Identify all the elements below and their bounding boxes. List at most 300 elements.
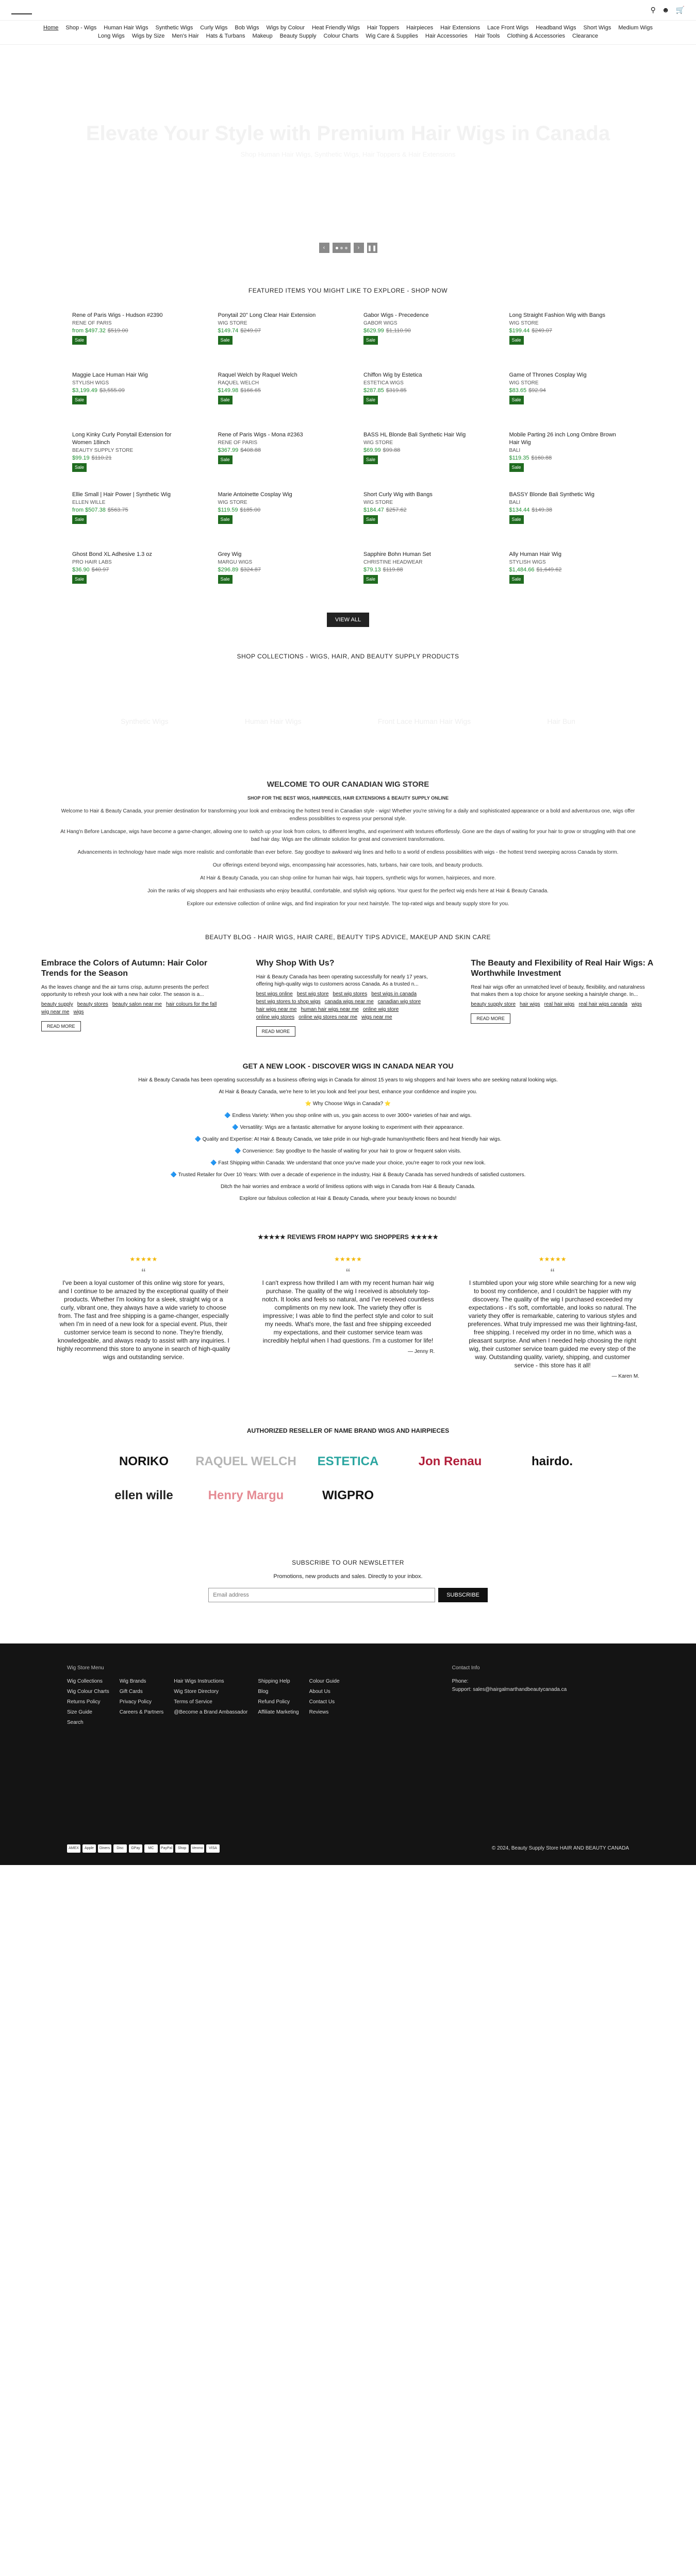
- quote-icon: “: [345, 1266, 350, 1280]
- hero-banner: [0, 45, 696, 261]
- view-all-button[interactable]: VIEW ALL: [327, 613, 369, 627]
- newsletter-section: [0, 1502, 696, 1643]
- sale-badge: Sale: [509, 396, 524, 404]
- blog-tag[interactable]: best wigs online: [256, 991, 293, 997]
- product-vendor: BEAUTY SUPPLY STORE: [72, 448, 134, 453]
- sale-badge: Sale: [509, 336, 524, 345]
- sale-badge: Sale: [509, 575, 524, 584]
- blog-tag[interactable]: hair wigs: [520, 1002, 540, 1007]
- site-header: [0, 0, 696, 21]
- brands-grid: [0, 1455, 696, 1502]
- product-card[interactable]: [509, 312, 624, 354]
- review-card: [466, 1255, 639, 1381]
- footer-link[interactable]: Careers & Partners: [119, 1709, 164, 1715]
- blog-article-title[interactable]: Embrace the Colors of Autumn: Hair Color Trends for the Season: [41, 959, 208, 978]
- product-card[interactable]: [363, 431, 478, 473]
- product-prices: [363, 506, 478, 514]
- footer-link[interactable]: Colour Guide: [309, 1679, 340, 1684]
- payment-icons: [67, 1844, 220, 1853]
- blog-article-excerpt: Hair & Beauty Canada has been operating successfully for nearly 17 years, offering high-quality wigs to customers across Canada. As a trusted n...: [256, 974, 428, 987]
- collection-card[interactable]: Human Hair Wigs: [244, 717, 302, 725]
- payment-icon: Disc: [113, 1844, 127, 1853]
- new-look-paragraph: Explore our fabulous collection at Hair & Beauty Canada, where your beauty knows no bounds!: [239, 1196, 457, 1201]
- product-title[interactable]: Rene of Paris Wigs - Hudson #2390: [72, 312, 163, 318]
- nav-item[interactable]: Beauty Supply: [279, 33, 317, 39]
- welcome-paragraph: Join the ranks of wig shoppers and hair enthusiasts who enjoy beautiful, comfortable, and stylish wig options. Your quest for the perfect wig ends here at Hair & Beauty Canada.: [147, 888, 549, 894]
- sale-badge: Sale: [218, 515, 233, 524]
- product-prices: [218, 387, 333, 395]
- product-sale-price: $296.89: [218, 567, 239, 573]
- blog-article: [256, 958, 440, 1037]
- nav-item[interactable]: Bob Wigs: [235, 25, 259, 31]
- nav-item[interactable]: Colour Charts: [323, 33, 359, 39]
- payment-icon: MC: [144, 1844, 158, 1853]
- brand-logo[interactable]: RAQUEL WELCH: [195, 1454, 296, 1468]
- payment-icon: GPay: [129, 1844, 142, 1853]
- collection-card[interactable]: Front Lace Human Hair Wigs: [377, 717, 471, 725]
- sale-badge: Sale: [72, 515, 87, 524]
- review-stars: ★★★★★: [538, 1256, 567, 1263]
- product-sale-price: $149.98: [218, 387, 239, 394]
- read-more-button[interactable]: READ MORE: [41, 1021, 81, 1031]
- sale-badge: Sale: [218, 336, 233, 345]
- nav-item[interactable]: Hair Extensions: [440, 25, 480, 31]
- product-card[interactable]: [218, 551, 333, 593]
- product-prices: [218, 447, 333, 454]
- blog-title: BEAUTY BLOG - HAIR WIGS, HAIR CARE, BEAUTY TIPS ADVICE, MAKEUP AND SKIN CARE: [205, 934, 491, 941]
- blog-article: [471, 958, 655, 1037]
- product-sale-price: $149.74: [218, 328, 239, 334]
- product-sale-price: $287.85: [363, 387, 384, 394]
- product-prices: [509, 566, 624, 574]
- nav-item[interactable]: Clothing & Accessories: [507, 33, 566, 39]
- product-vendor: PRO HAIR LABS: [72, 560, 112, 565]
- footer-link[interactable]: Hair Wigs Instructions: [174, 1679, 224, 1684]
- blog-tag[interactable]: canadian wig store: [377, 999, 421, 1005]
- header-tools: [651, 6, 685, 14]
- welcome-paragraph: Explore our extensive collection of online wigs, and find inspiration for your next hairstyle. The top-rated wigs and beauty supply store for you.: [187, 901, 509, 907]
- new-look-paragraph: 🔷 Endless Variety: When you shop online with us, you gain access to over 3000+ varieties of hair and wigs.: [224, 1113, 472, 1118]
- welcome-title: WELCOME TO OUR CANADIAN WIG STORE: [267, 780, 429, 789]
- blog-article-title[interactable]: Why Shop With Us?: [256, 959, 335, 968]
- blog-tag[interactable]: best wig stores: [333, 991, 368, 997]
- review-stars: ★★★★★: [129, 1256, 158, 1263]
- product-sale-price: from $497.32: [72, 328, 106, 334]
- product-title[interactable]: BASSY Blonde Bali Synthetic Wig: [509, 492, 594, 498]
- blog-tag[interactable]: beauty supply: [41, 1002, 73, 1007]
- product-card[interactable]: [509, 431, 624, 473]
- blog-tag[interactable]: wig near me: [41, 1009, 70, 1015]
- reviews-grid: [0, 1255, 696, 1381]
- main-nav: [0, 21, 696, 45]
- new-look-section: [0, 1062, 696, 1202]
- brand-logo[interactable]: ESTETICA: [317, 1454, 379, 1468]
- footer-link[interactable]: Wig Collections: [67, 1679, 103, 1684]
- product-card[interactable]: [363, 551, 478, 593]
- review-card: [57, 1255, 230, 1381]
- nav-item[interactable]: Hair Toppers: [367, 25, 400, 31]
- slide-prev-button[interactable]: ‹: [319, 243, 329, 253]
- blog-tags: [256, 991, 440, 1020]
- footer-link[interactable]: Search: [67, 1720, 84, 1725]
- product-sale-price: $1,484.66: [509, 567, 535, 573]
- product-regular-price: $149.38: [532, 507, 553, 513]
- nav-item[interactable]: Home: [43, 25, 59, 31]
- product-regular-price: $408.88: [240, 447, 261, 453]
- welcome-paragraph: Advancements in technology have made wigs more realistic and comfortable than ever before. Say goodbye to awkward wig lines and hello to a world of endless possibilities with wigs - the hottest trend sweeping across Canada by storm.: [77, 850, 619, 855]
- new-look-paragraph: 🔷 Trusted Retailer for Over 10 Years: With over a decade of experience in the industry, Hair & Beauty Canada has served hundreds of satisfied customers.: [170, 1172, 526, 1178]
- product-sale-price: $134.44: [509, 507, 530, 513]
- product-title[interactable]: Game of Thrones Cosplay Wig: [509, 372, 587, 378]
- product-title[interactable]: Rene of Paris Wigs - Mona #2363: [218, 432, 303, 438]
- new-look-paragraph: 🔷 Quality and Expertise: At Hair & Beauty Canada, we take pride in our high-grade human/synthetic fibers and heat friendly hair wigs.: [194, 1137, 502, 1142]
- product-vendor: WIG STORE: [363, 440, 393, 446]
- brand-logo[interactable]: NORIKO: [119, 1454, 169, 1468]
- blog-tag[interactable]: human hair wigs near me: [301, 1007, 359, 1012]
- blog-article-excerpt: As the leaves change and the air turns crisp, autumn presents the perfect opportunity to refresh your look with a new hair color. The season is a...: [41, 985, 209, 997]
- blog-tag[interactable]: beauty salon near me: [112, 1002, 162, 1007]
- product-regular-price: $110.21: [91, 455, 112, 461]
- product-sale-price: $99.19: [72, 455, 90, 461]
- product-vendor: WIG STORE: [218, 320, 247, 326]
- blog-tag[interactable]: hair colours for the fall: [165, 1002, 217, 1007]
- product-vendor: ESTETICA WIGS: [363, 380, 404, 386]
- product-title[interactable]: Long Straight Fashion Wig with Bangs: [509, 312, 605, 318]
- nav-item[interactable]: Short Wigs: [583, 25, 611, 31]
- brand-logo[interactable]: WIGPRO: [322, 1488, 374, 1502]
- product-vendor: WIG STORE: [509, 380, 539, 386]
- user-icon[interactable]: ☻: [661, 6, 670, 14]
- product-card[interactable]: [509, 371, 624, 414]
- hero-subtitle: Shop Human Hair Wigs, Synthetic Wigs, Hair Toppers & Hair Extensions: [240, 150, 456, 158]
- quote-icon: “: [550, 1266, 555, 1280]
- blog-tag[interactable]: beauty stores: [77, 1002, 108, 1007]
- read-more-button[interactable]: READ MORE: [471, 1013, 510, 1024]
- slide-dot[interactable]: [345, 247, 347, 249]
- product-prices: [218, 327, 333, 335]
- new-look-paragraph: Hair & Beauty Canada has been operating successfully as a business offering wigs in Canada for almost 15 years to wig shoppers and hair lovers who are seeking natural looking wigs.: [138, 1077, 558, 1083]
- blog-tag[interactable]: wigs near me: [361, 1014, 392, 1020]
- product-card[interactable]: [218, 312, 333, 354]
- brands-title: AUTHORIZED RESELLER OF NAME BRAND WIGS AND HAIRPIECES: [246, 1427, 450, 1434]
- blog-tag[interactable]: wigs: [73, 1009, 84, 1015]
- blog-tag[interactable]: online wig store: [362, 1007, 399, 1012]
- brand-logo[interactable]: Jon Renau: [418, 1454, 482, 1468]
- footer-link[interactable]: Wig Store Directory: [174, 1689, 219, 1694]
- nav-item[interactable]: Headband Wigs: [536, 25, 576, 31]
- site-logo[interactable]: [11, 6, 32, 14]
- blog-tag[interactable]: online wig stores: [256, 1014, 295, 1020]
- review-author: — Karen M.: [611, 1374, 639, 1379]
- nav-item[interactable]: Makeup: [252, 33, 273, 39]
- product-card[interactable]: [218, 431, 333, 473]
- blog-tag[interactable]: best wig stores to shop wigs: [256, 999, 321, 1005]
- nav-item[interactable]: Human Hair Wigs: [104, 25, 148, 31]
- welcome-paragraph: Our offerings extend beyond wigs, encompassing hair accessories, hats, turbans, hair care tools, and beauty products.: [212, 862, 484, 868]
- product-prices: [509, 454, 624, 462]
- review-text: I can't express how thrilled I am with my recent human hair wig purchase. The quality of the wig I received is absolutely top-notch. It looks and feels so natural, and I've received countless compliments on my new look. The variety they offer is impressive; I was able to find the perfect style and color to suit my needs. What's more, the fast and free shipping exceeded my expectations, and their customer service team was incredibly helpful when I had questions. I'm a customer for life!: [262, 1279, 434, 1344]
- review-card: [261, 1255, 435, 1381]
- new-look-paragraph: At Hair & Beauty Canada, we're here to let you look and feel your best, enhance your confidence and inspire you.: [219, 1089, 477, 1095]
- copyright: © 2024, Beauty Supply Store HAIR AND BEAUTY CANADA: [491, 1845, 629, 1851]
- review-stars: ★★★★★: [334, 1256, 362, 1263]
- product-regular-price: $257.62: [386, 507, 407, 513]
- product-grid: [0, 312, 696, 593]
- product-prices: [363, 447, 478, 454]
- product-regular-price: $1,110.90: [386, 328, 411, 334]
- sale-badge: Sale: [72, 396, 87, 404]
- product-title[interactable]: Ally Human Hair Wig: [509, 551, 561, 557]
- blog-tag[interactable]: real hair wigs canada: [578, 1002, 627, 1007]
- product-prices: [72, 506, 187, 514]
- product-regular-price: $3,555.09: [99, 387, 125, 394]
- product-regular-price: $99.88: [383, 447, 401, 453]
- product-title[interactable]: Raquel Welch by Raquel Welch: [218, 372, 297, 378]
- product-vendor: STYLISH WIGS: [509, 560, 546, 565]
- nav-item[interactable]: Men's Hair: [172, 33, 199, 39]
- subscribe-button[interactable]: SUBSCRIBE: [438, 1588, 488, 1602]
- brand-logo[interactable]: hairdo.: [531, 1454, 573, 1468]
- new-look-paragraph: 🔷 Versatility: Wigs are a fantastic alternative for anyone looking to experiment with their appearance.: [232, 1125, 464, 1130]
- product-title[interactable]: Ponytail 20" Long Clear Hair Extension: [218, 312, 316, 318]
- footer-link[interactable]: Affiliate Marketing: [258, 1709, 299, 1715]
- payment-icon: Diners: [98, 1844, 111, 1853]
- product-regular-price: $160.88: [531, 455, 552, 461]
- cart-icon[interactable]: 🛒: [675, 6, 685, 14]
- search-icon[interactable]: ⚲: [650, 6, 656, 14]
- blog-tag[interactable]: hair wigs near me: [256, 1007, 297, 1012]
- product-card[interactable]: [363, 312, 478, 354]
- nav-item[interactable]: Curly Wigs: [200, 25, 228, 31]
- product-card[interactable]: [363, 491, 478, 533]
- welcome-paragraph: At Hair & Beauty Canada, you can shop online for human hair wigs, hair toppers, synthetic wigs for women, hairpieces, and more.: [200, 875, 496, 881]
- footer-link[interactable]: About Us: [309, 1689, 330, 1694]
- newsletter-title: SUBSCRIBE TO OUR NEWSLETTER: [292, 1559, 404, 1566]
- footer-link[interactable]: Shipping Help: [258, 1679, 290, 1684]
- payment-icon: VISA: [206, 1844, 220, 1853]
- nav-item[interactable]: Synthetic Wigs: [155, 25, 193, 31]
- product-vendor: ELLEN WILLE: [72, 500, 106, 505]
- blog-article-title[interactable]: The Beauty and Flexibility of Real Hair Wigs: A Worthwhile Investment: [471, 959, 653, 978]
- newsletter-email-input[interactable]: [208, 1588, 435, 1602]
- sale-badge: Sale: [509, 463, 524, 472]
- nav-item[interactable]: Hats & Turbans: [206, 33, 245, 39]
- nav-item[interactable]: Clearance: [572, 33, 599, 39]
- product-regular-price: $92.94: [528, 387, 546, 394]
- product-sale-price: $79.13: [363, 567, 381, 573]
- nav-item[interactable]: Lace Front Wigs: [487, 25, 529, 31]
- slide-dots: [333, 243, 351, 253]
- product-prices: [363, 566, 478, 574]
- blog-tag[interactable]: best wig store: [296, 991, 329, 997]
- product-card[interactable]: [72, 431, 187, 473]
- footer-link[interactable]: Returns Policy: [67, 1699, 101, 1705]
- product-vendor: RENE OF PARIS: [218, 440, 257, 446]
- new-look-title: GET A NEW LOOK - DISCOVER WIGS IN CANADA NEAR YOU: [242, 1062, 454, 1070]
- nav-item[interactable]: Wigs by Size: [131, 33, 165, 39]
- footer-link[interactable]: Refund Policy: [258, 1699, 290, 1705]
- payment-icon: AMEX: [67, 1844, 80, 1853]
- product-regular-price: $1,649.62: [536, 567, 562, 573]
- product-vendor: WIG STORE: [509, 320, 539, 326]
- product-title[interactable]: Short Curly Wig with Bangs: [363, 492, 433, 498]
- sale-badge: Sale: [72, 575, 87, 584]
- product-title[interactable]: Gabor Wigs - Precedence: [363, 312, 429, 318]
- product-title[interactable]: Sapphire Bohn Human Set: [363, 551, 431, 557]
- hero-title: Elevate Your Style with Premium Hair Wigs in Canada: [86, 122, 610, 145]
- product-card[interactable]: [72, 312, 187, 354]
- read-more-button[interactable]: READ MORE: [256, 1026, 296, 1037]
- footer-link[interactable]: Size Guide: [67, 1709, 92, 1715]
- product-regular-price: $249.07: [532, 328, 553, 334]
- new-look-paragraph: Ditch the hair worries and embrace a world of limitless options with wigs in Canada from Hair & Beauty Canada.: [220, 1184, 476, 1190]
- product-title[interactable]: Ghost Bond XL Adhesive 1.3 oz: [72, 551, 152, 557]
- sale-badge: Sale: [72, 336, 87, 345]
- product-vendor: WIG STORE: [363, 500, 393, 505]
- reviews-title: ★★★★★ REVIEWS FROM HAPPY WIG SHOPPERS ★★★★★: [257, 1233, 439, 1241]
- blog-tag[interactable]: best wigs in canada: [371, 991, 417, 997]
- footer-contact-title: Contact Info: [452, 1665, 480, 1671]
- sale-badge: Sale: [218, 455, 233, 464]
- review-text: I've been a loyal customer of this online wig store for years, and I continue to be amazed by the exceptional quality of their products. Whether I'm looking for a sleek, straight wig or a curly, vibrant one, they always have a wide variety to choose from. The fast and free shipping is a game-changer, especially when I'm in need of a new look for a special event. Plus, their customer service team is second to none. They're friendly, knowledgeable, and always ready to assist with any inquiries. I highly recommend this store to anyone in search of high-quality wigs and outstanding service.: [57, 1279, 230, 1361]
- footer-link[interactable]: Blog: [258, 1689, 269, 1694]
- slide-next-button[interactable]: ›: [354, 243, 364, 253]
- welcome-paragraph: Welcome to Hair & Beauty Canada, your premier destination for transforming your look and embracing the hottest trend in Canadian style - wigs! Whether you're striving for a daily and sophisticated appearance or a bold and adventurous one, wigs offer endless possibilities to express your personal style.: [61, 808, 635, 822]
- product-sale-price: $367.99: [218, 447, 239, 453]
- product-vendor: RAQUEL WELCH: [218, 380, 259, 386]
- sale-badge: Sale: [218, 575, 233, 584]
- product-title[interactable]: BASS HL Blonde Bali Synthetic Hair Wig: [363, 432, 466, 438]
- product-title[interactable]: Ellie Small | Hair Power | Synthetic Wig: [72, 492, 171, 498]
- footer-link[interactable]: Wig Colour Charts: [67, 1689, 109, 1694]
- welcome-paragraph: At Hang'n Before Landscape, wigs have become a game-changer, allowing one to switch up your look from colors, to different lengths, and experiment with textures effortlessly. Gone are the days of waiting for your hair to grow or struggling with that one bad hair day. Wigs are the ultimate solution for great and convenient transformations.: [60, 829, 636, 842]
- footer-links: [67, 1677, 421, 1727]
- nav-item[interactable]: Hair Accessories: [425, 33, 468, 39]
- product-regular-price: $249.07: [240, 328, 261, 334]
- nav-item[interactable]: Wigs by Colour: [266, 25, 305, 31]
- product-vendor: BALI: [509, 448, 521, 453]
- payment-icon: Venmo: [191, 1844, 204, 1853]
- product-prices: [509, 506, 624, 514]
- slide-dot[interactable]: [340, 247, 343, 249]
- blog-tag[interactable]: beauty supply store: [471, 1002, 516, 1007]
- product-prices: [218, 506, 333, 514]
- collection-card[interactable]: Synthetic Wigs: [121, 717, 169, 725]
- product-card[interactable]: [72, 491, 187, 533]
- collections-list: [0, 677, 696, 765]
- product-title[interactable]: Marie Antoinette Cosplay Wig: [218, 492, 292, 498]
- payment-icon: PayPal: [160, 1844, 173, 1853]
- product-prices: [218, 566, 333, 574]
- product-card[interactable]: [72, 371, 187, 414]
- footer-link[interactable]: Terms of Service: [174, 1699, 212, 1705]
- product-title[interactable]: Long Kinky Curly Ponytail Extension for Women 18inch: [72, 432, 172, 446]
- footer-menu-title: Wig Store Menu: [67, 1665, 104, 1671]
- product-sale-price: $184.47: [363, 507, 384, 513]
- slide-dot[interactable]: [336, 247, 338, 249]
- new-look-paragraph: ⭐ Why Choose Wigs in Canada? ⭐: [305, 1101, 391, 1107]
- blog-tag[interactable]: real hair wigs: [544, 1002, 575, 1007]
- collection-card[interactable]: Hair Bun: [547, 717, 575, 725]
- product-sale-price: $69.99: [363, 447, 381, 453]
- product-card[interactable]: [72, 551, 187, 593]
- nav-item[interactable]: Long Wigs: [97, 33, 125, 39]
- sale-badge: Sale: [363, 575, 378, 584]
- product-title[interactable]: Grey Wig: [218, 551, 242, 557]
- nav-item[interactable]: Heat Friendly Wigs: [312, 25, 360, 31]
- brand-logo[interactable]: ellen wille: [114, 1488, 173, 1502]
- new-look-paragraph: 🔷 Fast Shipping within Canada: We understand that once you've made your choice, you're eager to rock your new look.: [210, 1160, 486, 1166]
- footer-link[interactable]: Gift Cards: [119, 1689, 143, 1694]
- footer-link[interactable]: Contact Us: [309, 1699, 335, 1705]
- product-sale-price: $36.90: [72, 567, 90, 573]
- payment-icon: Apple: [82, 1844, 96, 1853]
- product-sale-price: $119.59: [218, 507, 238, 513]
- blog-tag[interactable]: canada wigs near me: [324, 999, 374, 1005]
- footer-link[interactable]: Reviews: [309, 1709, 329, 1715]
- product-card[interactable]: [509, 491, 624, 533]
- product-vendor: MARGU WIGS: [218, 560, 253, 565]
- footer-link[interactable]: Privacy Policy: [119, 1699, 152, 1705]
- product-title[interactable]: Mobile Parting 26 inch Long Ombre Brown Hair Wig: [509, 432, 616, 446]
- product-card[interactable]: [218, 371, 333, 414]
- product-card[interactable]: [509, 551, 624, 593]
- blog-tag[interactable]: online wig stores near me: [299, 1014, 358, 1020]
- product-regular-price: $40.97: [91, 567, 109, 573]
- blog-tags: [471, 1002, 655, 1007]
- product-title[interactable]: Chiffon Wig by Estetica: [363, 372, 422, 378]
- product-regular-price: $119.88: [383, 567, 403, 573]
- product-sale-price: $199.44: [509, 328, 530, 334]
- slide-pause-button[interactable]: ❚❚: [367, 243, 377, 253]
- nav-item[interactable]: Medium Wigs: [618, 25, 653, 31]
- sale-badge: Sale: [363, 396, 378, 404]
- blog-article: [41, 958, 225, 1037]
- footer-link[interactable]: Wig Brands: [119, 1679, 146, 1684]
- product-vendor: BALI: [509, 500, 521, 505]
- product-vendor: CHRISTINE HEADWEAR: [363, 560, 423, 565]
- blog-tags: [41, 1002, 225, 1015]
- product-prices: [72, 566, 187, 574]
- footer-link[interactable]: @Become a Brand Ambassador: [174, 1709, 248, 1715]
- product-vendor: RENE OF PARIS: [72, 320, 112, 326]
- product-card[interactable]: [363, 371, 478, 414]
- blog-tag[interactable]: wigs: [631, 1002, 642, 1007]
- product-sale-price: from $507.38: [72, 507, 106, 513]
- nav-item[interactable]: Hairpieces: [406, 25, 434, 31]
- product-vendor: STYLISH WIGS: [72, 380, 109, 386]
- nav-item[interactable]: Shop - Wigs: [65, 25, 97, 31]
- newsletter-form: [0, 1588, 696, 1602]
- nav-item[interactable]: Wig Care & Supplies: [366, 33, 418, 39]
- product-card[interactable]: [218, 491, 333, 533]
- slideshow-controls: [0, 243, 696, 253]
- sale-badge: Sale: [363, 455, 378, 464]
- nav-item[interactable]: Hair Tools: [474, 33, 500, 39]
- product-prices: [363, 327, 478, 335]
- review-text: I stumbled upon your wig store while searching for a new wig to boost my confidence, and I couldn't be happier with my discovery. The quality of the wig I purchased exceeded my expectations - it's soft, comfortable, and looks so natural. The variety they offer is remarkable, catering to various styles and preferences. What truly impressed me was their lightning-fast, free shipping. I received my order in no time, which was a pleasant surprise. And when I needed help choosing the right wig, their customer service team guided me every step of the way. Outstanding quality, variety, shipping, and customer service - this store has it all!: [468, 1279, 638, 1369]
- brand-logo[interactable]: Henry Margu: [208, 1488, 284, 1502]
- product-prices: [72, 387, 187, 395]
- sale-badge: Sale: [218, 396, 233, 404]
- site-footer: [0, 1643, 696, 1865]
- footer-contact-line: Phone:: [452, 1679, 469, 1684]
- collections-title: SHOP COLLECTIONS - WIGS, HAIR, AND BEAUTY SUPPLY PRODUCTS: [237, 653, 459, 660]
- product-title[interactable]: Maggie Lace Human Hair Wig: [72, 372, 148, 378]
- product-sale-price: $119.35: [509, 455, 529, 461]
- product-prices: [509, 387, 624, 395]
- review-author: — Jenny R.: [408, 1349, 435, 1354]
